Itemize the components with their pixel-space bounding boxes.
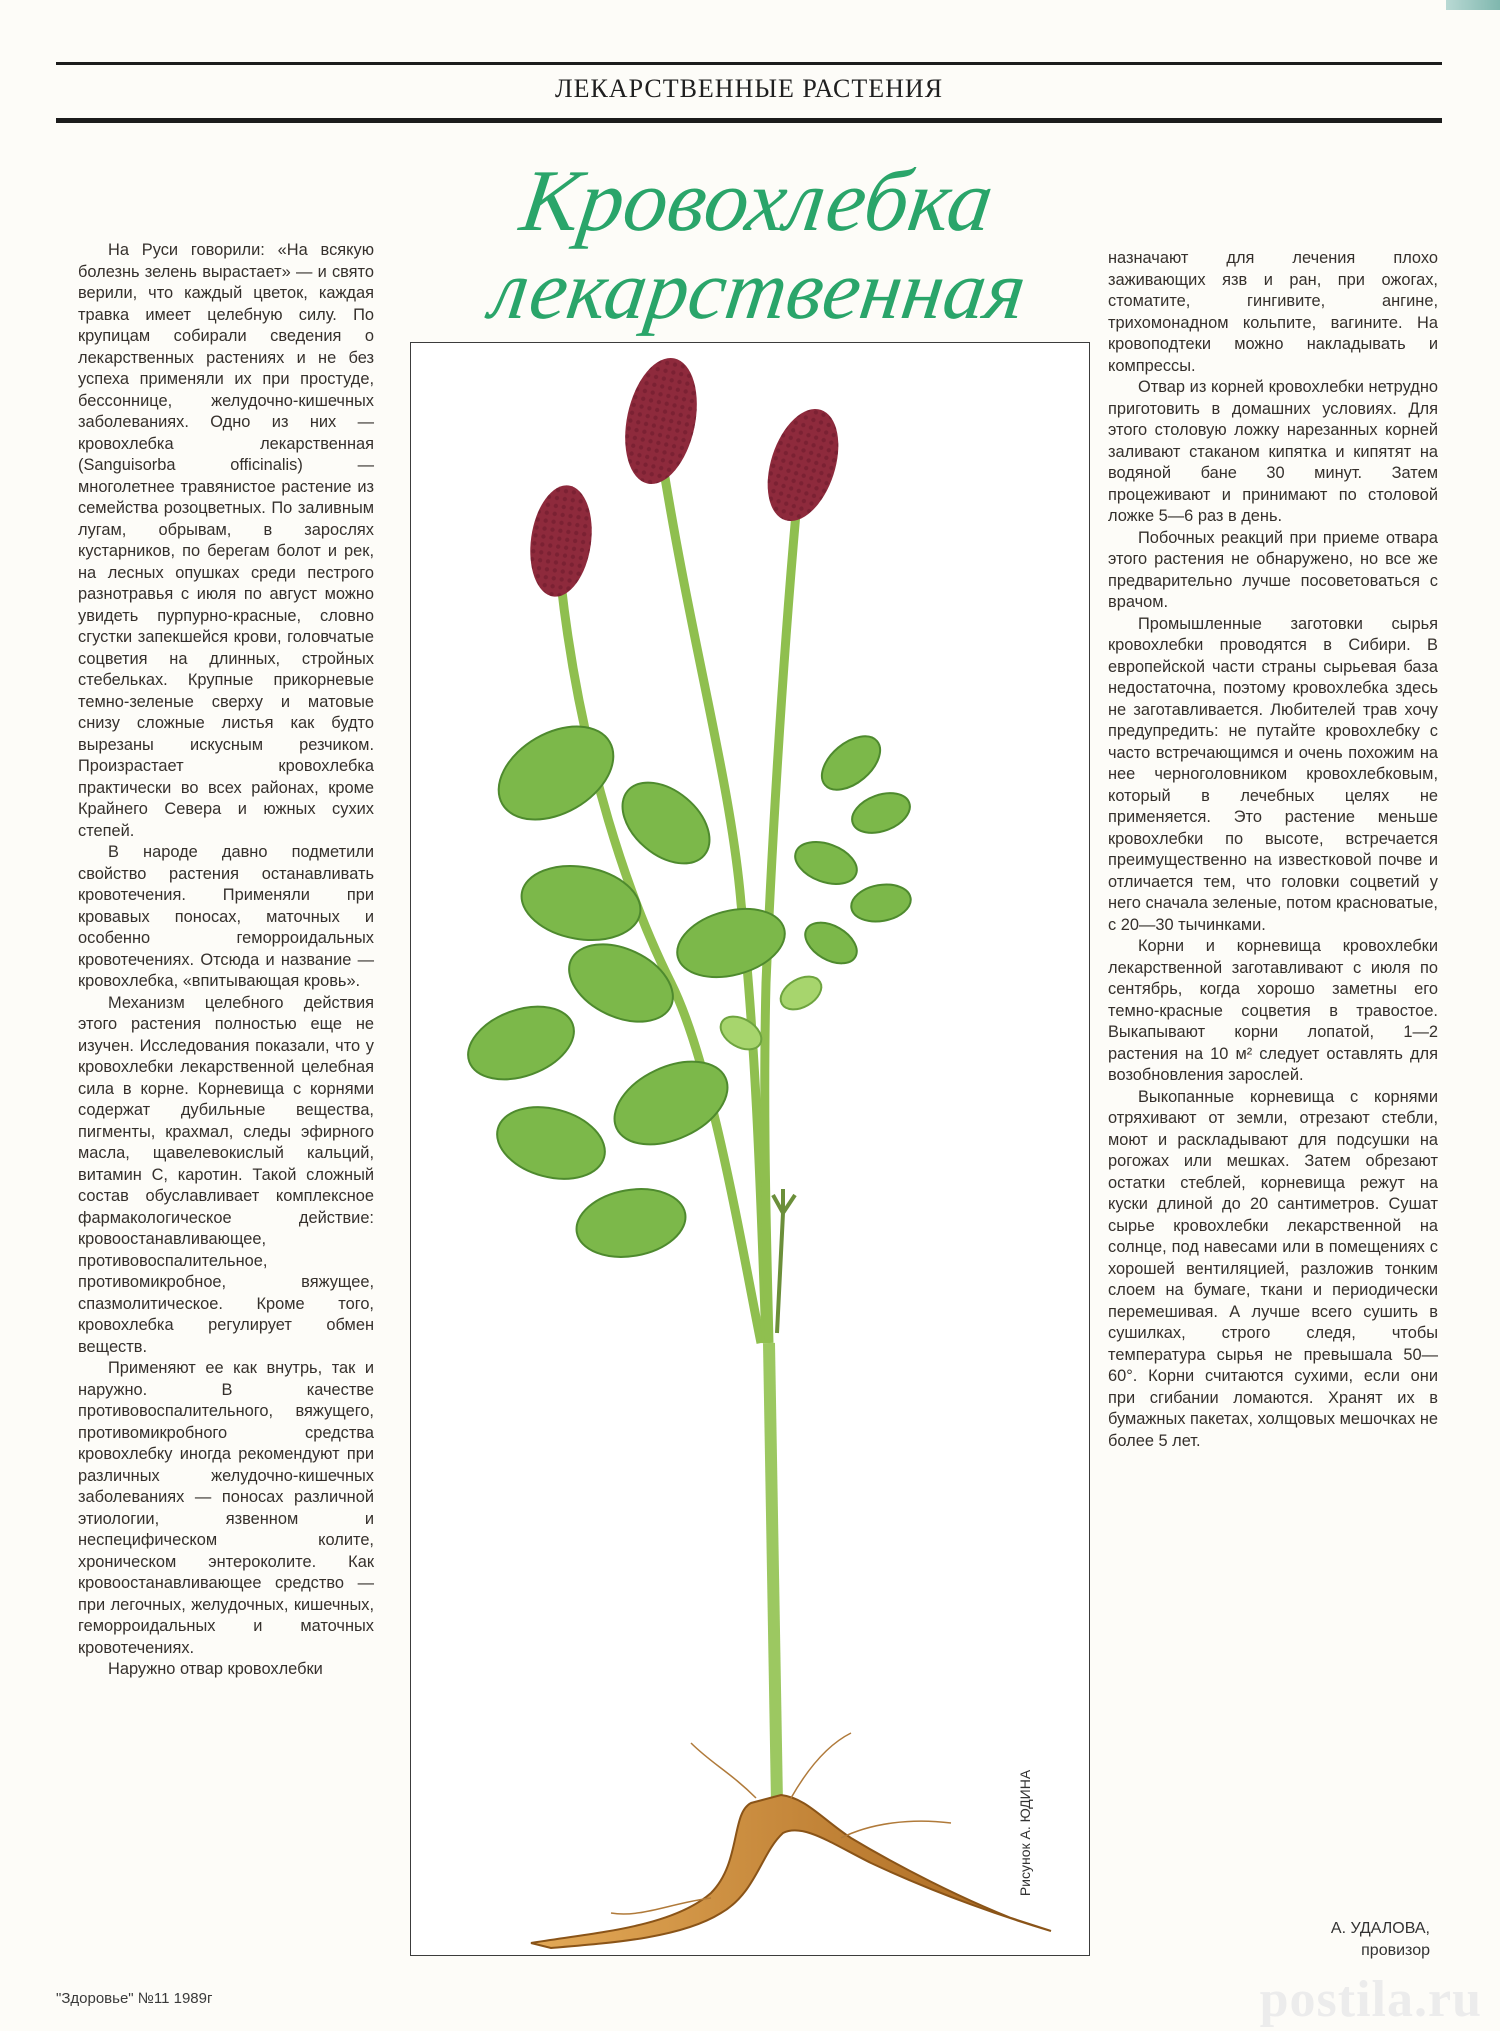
leaf xyxy=(798,914,863,971)
author-name: А. УДАЛОВА, xyxy=(1330,1920,1430,1937)
leaf xyxy=(489,1096,613,1190)
watermark: postila.ru xyxy=(1259,1971,1482,2028)
paragraph: Выкопанные корневища с корнями отряхивают от земли, отрезают стебли, моют и раскладывают для подсушки на рогожах или мешках. Затем обрезают остатки стеблей, корневища режут на куски длиной до 20 сантиметров. Сушат сырье кровохлебки лекарственной на солнце, под навесами или в помещениях с хорошей вентиляцией, разложив тонким слоем на бумаге, ткани и периодически перемешивая. А лучше всего сушить в сушилках, строго следя, чтобы температура сырья не превышала 50—60°. Корни считаются сухими, если они при сгибании ломаются. Хранят их в бумажных пакетах, холщовых мешочках не более 5 лет. xyxy=(1108,1087,1439,1450)
source-footer: "Здоровье" №11 1989г xyxy=(56,1990,213,2007)
illustration-credit-text: Рисунок А. ЮДИНА xyxy=(1017,1769,1033,1897)
paragraph: Применяют ее как внутрь, так и наружно. В качестве противовоспалительного, вяжущего, противомикробного средства кровохлебку иногда рекомендуют при различных желудочно-кишечных заболеваниях — поносах различной этиологии, язвенном и неспецифическом колите, хроническом энтероколите. Как кровоостанавливающее средство — при легочных, желудочных, кишечных, геморроидальных и маточных кровотечениях. xyxy=(78,1359,374,1657)
leaf xyxy=(715,1010,767,1056)
article-column-left xyxy=(78,240,374,1681)
leaf xyxy=(557,929,685,1037)
section-title: ЛЕКАРСТВЕННЫЕ РАСТЕНИЯ xyxy=(554,74,944,103)
rootlet xyxy=(841,1821,951,1838)
young-shoot xyxy=(773,1189,795,1333)
paragraph: назначают для лечения плохо заживающих язв и ран, при ожогах, стоматите, гингивите, ангине, трихомонадном кольпите, вагините. На кровоподтеки можно накладывать и компрессы. xyxy=(1108,249,1438,375)
flower-head-texture xyxy=(523,481,598,600)
paragraph: Промышленные заготовки сырья кровохлебки проводятся в Сибири. В европейской части страны сырьевая база недостаточна, поэтому кровохлебка здесь не заготавливается. Любителей трав хочу предупредить: не путайте кровохлебку с часто встречающимся и очень похожим на нее черноголовником кровохлебковым, который в лечебных целях не применяется. Это растение меньше кровохлебки по высоте, встречается преимущественно на известковой почве и отличается тем, что головки соцветий у него сначала зеленые, потом красноватые, с 20—30 тычинками. xyxy=(1108,614,1438,934)
paragraph: Наружно отвар кровохлебки xyxy=(108,1660,323,1678)
plant-illustration-frame xyxy=(410,342,1090,1956)
header-rule-bottom xyxy=(56,118,1442,123)
leaf xyxy=(848,880,913,926)
paragraph: В народе давно подметили свойство растения останавливать кровотечения. Применяли при кровавых поносах, маточных и особенно геморроидальных кровотечениях. Отсюда и название — кровохлебка, «впитывающая кровь». xyxy=(78,843,374,990)
header-rule-top xyxy=(56,62,1442,65)
paragraph: Механизм целебного действия этого растения полностью еще не изучен. Исследования показали, что у кровохлебки лекарственной целебная сила в корне. Корневища с корнями содержат дубильные вещества, пигменты, крахмал, следы эфирного масла, щавелевокислый кальций, витамин С, каротин. Такой сложный состав обуславливает комплексное фармакологическое действие: кровоостанавливающее, противовоспалительное, противомикробное, вяжущее, спазмолитическое. Кроме того, кровохлебка регулирует обмен веществ. xyxy=(78,993,374,1356)
leaf xyxy=(847,786,916,840)
page-edge-strip xyxy=(1446,0,1500,10)
rootlet xyxy=(691,1743,756,1798)
paragraph: Корни и корневища кровохлебки лекарственной заготавливают с июля по сентябрь, когда хорошо заметны его темно-красные соцветия в травостое. Выкапывают корни лопатой, 1—2 растения на 10 м² следует оставлять для возобновления зарослей. xyxy=(1108,937,1438,1084)
leaf xyxy=(670,898,793,988)
paragraph: Отвар из корней кровохлебки нетрудно приготовить в домашних условиях. Для этого столовую ложку нарезанных корней заливают стаканом кипятка и кипятят на водяной бане 30 минут. Затем процеживают и принимают по столовой ложке 5—6 раз в день. xyxy=(1108,378,1438,525)
paragraph: На Руси говорили: «На всякую болезнь зелень вырастает» — и свято верили, что каждый цветок, каждая травка имеет целебную силу. По крупицам собирали сведения о лекарственных растениях и не без успеха применяли их при простуде, бессоннице, желудочно-кишечных заболеваниях. Одно из них — кровохлебка лекарственная (Sanguisorba officinalis) — многолетнее травянистое растение из семейства розоцветных. По заливным лугам, обрывам, в зарослях кустарников, по берегам болот и рек, на лесных опушках среди пестрого разнотравья с июля по август можно увидеть пурпурно-красные, словно сгустки запекшейся крови, головчатые соцветия на длинных, стройных стебельках. Крупные прикорневые темно-зеленые сверху и матовые снизу сложные листья как будто вырезаны искусным резчиком. Произрастает кровохлебка практически во всех районах, кроме Крайнего Севера и южных сухих степей. xyxy=(78,241,374,840)
flower-head-texture xyxy=(755,400,852,530)
illustration-credit xyxy=(1010,1740,1033,1930)
stem xyxy=(769,1343,777,1803)
headline-calligraphy xyxy=(430,138,1070,338)
paragraph: Побочных реакций при приеме отвара этого растения не обнаружено, но все же предварительно лучше посоветоваться с врачом. xyxy=(1108,528,1438,611)
headline-line-2: лекарственная xyxy=(485,244,1032,337)
leaf xyxy=(458,993,584,1093)
root xyxy=(531,1795,1051,1948)
author-signature xyxy=(1270,1918,1430,1962)
leaf xyxy=(812,726,890,800)
headline-line-1: Кровохлебка xyxy=(515,152,1000,250)
rootlet xyxy=(791,1733,851,1798)
author-role: провизор xyxy=(1361,1942,1430,1959)
article-column-right xyxy=(1108,248,1438,1452)
sanguisorba-illustration xyxy=(411,343,1089,1955)
flower-head-texture xyxy=(614,351,707,490)
leaf xyxy=(571,1181,691,1265)
leaf xyxy=(789,834,862,892)
leaf xyxy=(775,970,827,1016)
